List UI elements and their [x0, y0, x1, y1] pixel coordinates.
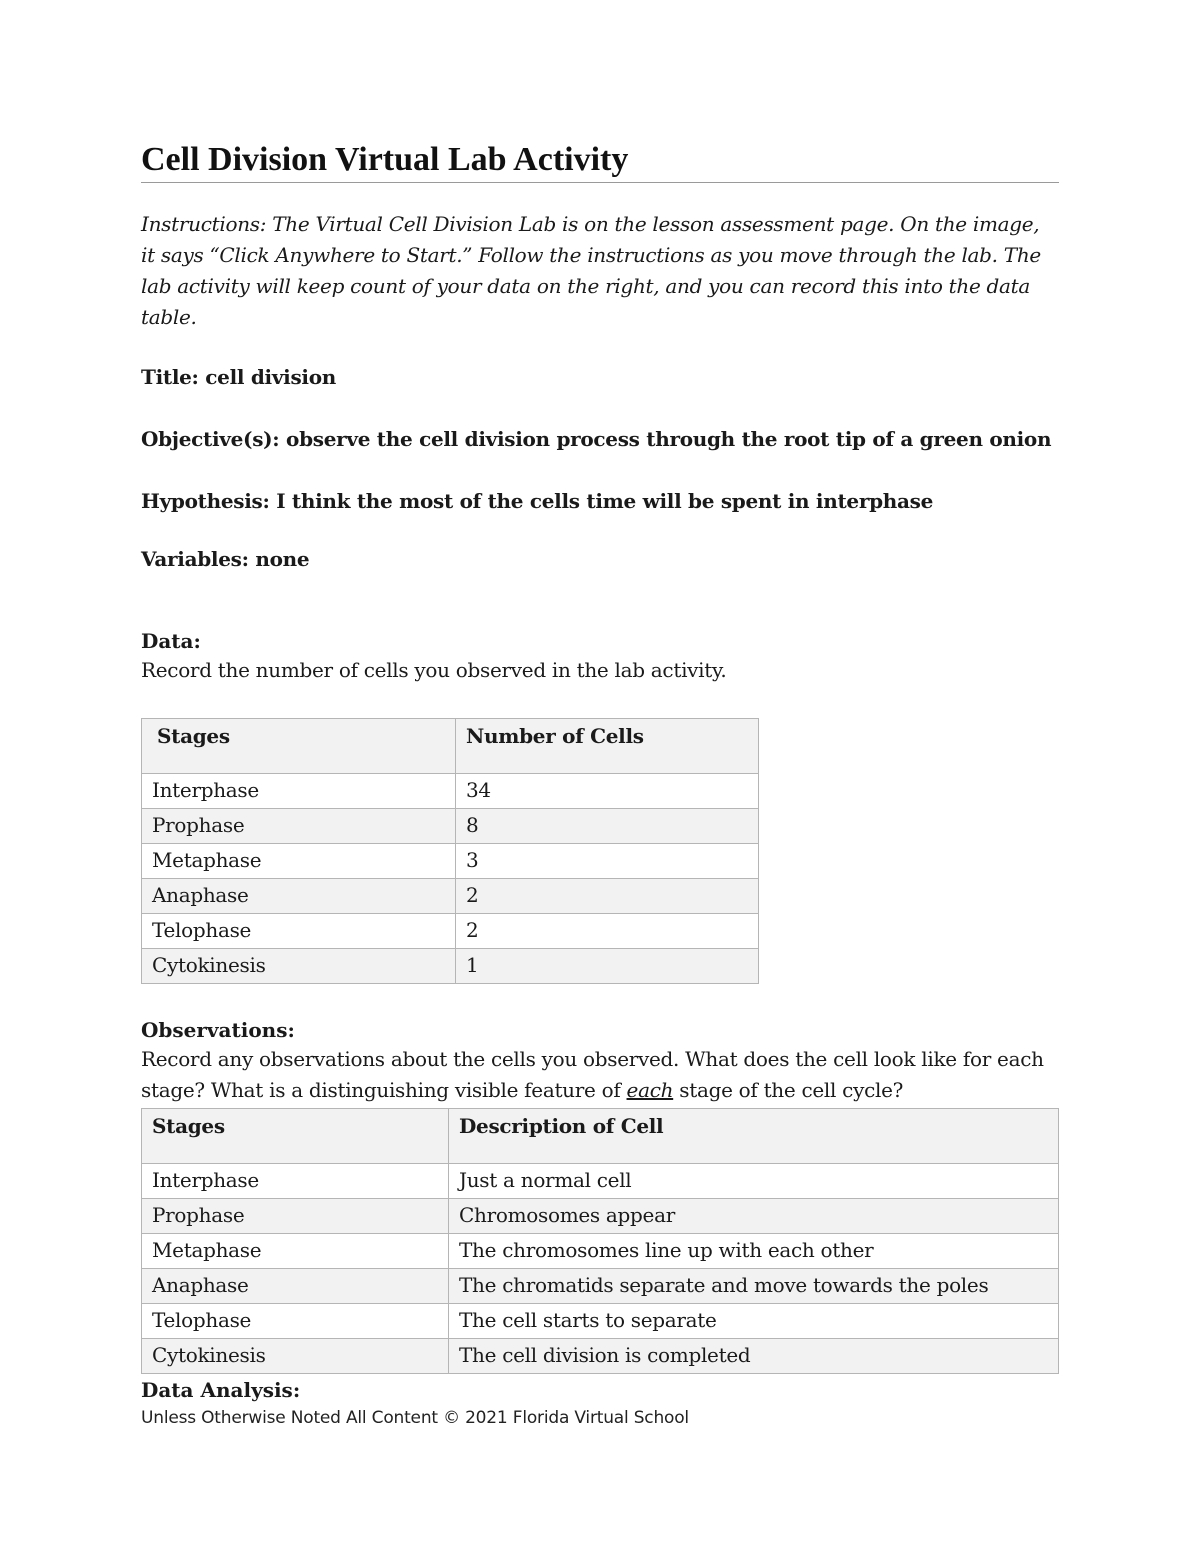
observations-section-prompt	[141, 1044, 1059, 1106]
header-description-of-cell: Description of Cell	[449, 1109, 1059, 1164]
table-row	[142, 914, 759, 949]
header-number-of-cells: Number of Cells	[456, 719, 759, 774]
stage-cell: Cytokinesis	[142, 949, 456, 984]
stage-cell: Metaphase	[142, 1234, 449, 1269]
description-cell: The cell starts to separate	[449, 1304, 1059, 1339]
data-section-label: Data:	[141, 629, 201, 653]
data-analysis-label: Data Analysis:	[141, 1378, 301, 1402]
data-section-prompt: Record the number of cells you observed in the lab activity.	[141, 658, 727, 682]
document-page	[141, 140, 1059, 1404]
header-stages: Stages	[142, 1109, 449, 1164]
stage-cell: Anaphase	[142, 1269, 449, 1304]
objective-field: Objective(s): observe the cell division process through the root tip of a green onion	[141, 427, 1052, 451]
count-cell: 2	[456, 914, 759, 949]
document-title: Cell Division Virtual Lab Activity	[141, 140, 1059, 183]
observations-section-label: Observations:	[141, 1018, 295, 1042]
table-row	[142, 879, 759, 914]
table-row	[142, 1269, 1059, 1304]
hypothesis-field: Hypothesis: I think the most of the cells time will be spent in interphase	[141, 489, 934, 513]
stage-cell: Interphase	[142, 1164, 449, 1199]
table-row	[142, 1199, 1059, 1234]
table-header-row	[142, 719, 759, 774]
prompt-text-after: stage of the cell cycle?	[673, 1078, 904, 1102]
description-cell: The cell division is completed	[449, 1339, 1059, 1374]
table-row	[142, 844, 759, 879]
count-cell: 3	[456, 844, 759, 879]
table-row	[142, 1234, 1059, 1269]
cell-count-table	[141, 718, 759, 984]
stage-cell: Interphase	[142, 774, 456, 809]
description-cell: Chromosomes appear	[449, 1199, 1059, 1234]
lab-title-field: Title: cell division	[141, 365, 336, 389]
page-footer: Unless Otherwise Noted All Content © 2021 Florida Virtual School	[141, 1408, 689, 1428]
stage-cell: Prophase	[142, 1199, 449, 1234]
description-cell: The chromosomes line up with each other	[449, 1234, 1059, 1269]
table-row	[142, 949, 759, 984]
prompt-emphasis: each	[626, 1078, 674, 1102]
count-cell: 34	[456, 774, 759, 809]
count-cell: 2	[456, 879, 759, 914]
stage-cell: Anaphase	[142, 879, 456, 914]
stage-cell: Prophase	[142, 809, 456, 844]
count-cell: 8	[456, 809, 759, 844]
table-row	[142, 774, 759, 809]
instructions-text: Instructions: The Virtual Cell Division Lab is on the lesson assessment page. On the image, it says “Click Anywhere to Start.” Follow the instructions as you move through the lab. The lab activity will keep count of your data on the right, and you can record this into the data table.	[141, 212, 1041, 329]
header-stages: Stages	[142, 719, 456, 774]
stage-cell: Cytokinesis	[142, 1339, 449, 1374]
observations-table	[141, 1108, 1059, 1374]
stage-cell: Telophase	[142, 914, 456, 949]
table-header-row	[142, 1109, 1059, 1164]
count-cell: 1	[456, 949, 759, 984]
table-row	[142, 1164, 1059, 1199]
table-row	[142, 1304, 1059, 1339]
table-row	[142, 1339, 1059, 1374]
prompt-text-before: Record any observations about the cells you observed. What does the cell look like for each stage? What is a distinguishing visible feature of	[141, 1047, 1044, 1102]
variables-field: Variables: none	[141, 547, 310, 571]
description-cell: Just a normal cell	[449, 1164, 1059, 1199]
stage-cell: Metaphase	[142, 844, 456, 879]
table-row	[142, 809, 759, 844]
stage-cell: Telophase	[142, 1304, 449, 1339]
description-cell: The chromatids separate and move towards the poles	[449, 1269, 1059, 1304]
